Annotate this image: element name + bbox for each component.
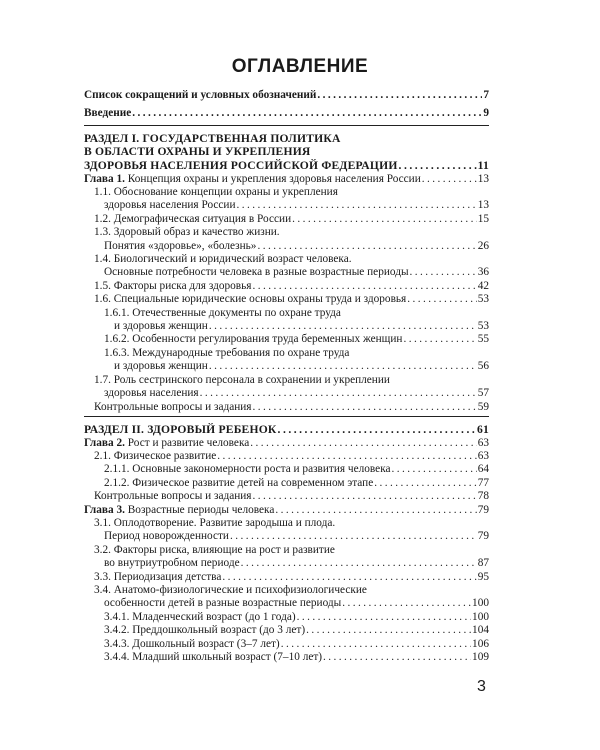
dot-leader xyxy=(217,450,476,463)
toc-entry[interactable] xyxy=(84,333,489,346)
toc-entry-text xyxy=(84,504,274,517)
toc-entry[interactable] xyxy=(84,401,489,414)
toc-entry[interactable] xyxy=(84,213,489,226)
chapter-label: Глава 3. xyxy=(84,503,125,516)
toc-entry-text xyxy=(84,437,249,450)
toc-entry-text: 3.4.1. Младенческий возраст (до 1 года) xyxy=(104,610,296,623)
chapter-title: Рост и развитие человека xyxy=(124,436,250,449)
toc-entry[interactable] xyxy=(84,240,489,253)
toc-page-number: 79 xyxy=(477,530,489,543)
section-heading-entry[interactable] xyxy=(84,159,489,173)
toc-page-number: 57 xyxy=(477,387,489,400)
toc-page-number: 79 xyxy=(477,503,489,516)
toc-entry[interactable] xyxy=(84,450,489,463)
toc-entry-text: 2.1.2. Физическое развитие детей на современном этапе xyxy=(104,476,374,489)
section-heading-line: РАЗДЕЛ I. ГОСУДАРСТВЕННАЯ ПОЛИТИКА xyxy=(84,131,341,145)
dot-leader xyxy=(222,571,476,584)
dot-leader xyxy=(132,107,482,120)
toc-entry[interactable] xyxy=(84,463,489,476)
toc-entry-text: РАЗДЕЛ II. ЗДОРОВЫЙ РЕБЕНОК xyxy=(84,422,277,436)
toc-entry-text: 1.6. Специальные юридические основы охраны труда и здоровья xyxy=(94,293,407,306)
toc-entry-text: Контрольные вопросы и задания xyxy=(94,490,252,503)
toc-page-number: 53 xyxy=(477,293,489,306)
toc-page-number: 26 xyxy=(477,239,489,252)
toc-entry[interactable] xyxy=(84,199,489,212)
dot-leader xyxy=(253,401,477,414)
toc-page-number: 59 xyxy=(477,400,489,413)
dot-leader xyxy=(323,651,471,664)
dot-leader xyxy=(209,320,477,333)
toc-page-number: 15 xyxy=(477,212,489,225)
toc-page-number: 87 xyxy=(477,557,489,570)
toc-entry-text: 1.6.2. Особенности регулирования труда беременных женщин xyxy=(104,333,403,346)
dot-leader xyxy=(392,463,477,476)
toc-entry[interactable] xyxy=(84,293,489,306)
dot-leader xyxy=(278,423,476,437)
dot-leader xyxy=(297,611,471,624)
toc-entry-text: 2.1. Физическое развитие xyxy=(94,449,217,462)
page-number: 3 xyxy=(477,678,486,695)
toc-entry-text: Список сокращений и условных обозначений xyxy=(84,89,317,101)
toc-page-number: 9 xyxy=(483,107,489,120)
table-of-contents xyxy=(84,89,489,664)
dot-leader xyxy=(403,333,476,346)
dot-leader xyxy=(209,360,477,373)
toc-page-number: 36 xyxy=(477,266,489,279)
toc-entry-line: 3.2. Факторы риска, влияющие на рост и развитие xyxy=(94,543,335,556)
toc-entry-text: во внутриутробном периоде xyxy=(104,557,240,570)
toc-entry-text xyxy=(84,173,421,186)
dot-leader xyxy=(374,477,476,490)
toc-entry-line: 1.1. Обоснование концепции охраны и укрепления xyxy=(94,186,338,198)
toc-entry-text: и здоровья женщин xyxy=(114,360,208,373)
toc-page-number: 55 xyxy=(477,333,489,346)
toc-entry-text: 2.1.1. Основные закономерности роста и развития человека xyxy=(104,463,391,476)
toc-entry-text: особенности детей в разные возрастные периоды xyxy=(104,597,342,610)
toc-entry-text: Введение xyxy=(84,107,132,120)
toc-entry-text: и здоровья женщин xyxy=(114,320,208,333)
dot-leader xyxy=(317,89,482,102)
dot-leader xyxy=(292,213,477,226)
chapter-title: Концепция охраны и укрепления здоровья населения России xyxy=(124,172,421,185)
dot-leader xyxy=(306,624,471,637)
toc-entry[interactable] xyxy=(84,571,489,584)
toc-entry-text: здоровья населения России xyxy=(104,199,236,212)
dot-leader xyxy=(237,199,477,212)
toc-entry-text: 1.5. Факторы риска для здоровья xyxy=(94,279,252,292)
front-matter xyxy=(84,89,489,126)
toc-entry[interactable] xyxy=(84,624,489,637)
dot-leader xyxy=(407,293,476,306)
dot-leader xyxy=(342,597,471,610)
chapter-title: Возрастные периоды человека xyxy=(124,503,275,516)
section-2 xyxy=(84,417,489,665)
dot-leader xyxy=(250,437,476,450)
toc-entry-text: Контрольные вопросы и задания xyxy=(94,400,252,413)
toc-page-number: 104 xyxy=(472,624,489,637)
toc-entry-line: 1.7. Роль сестринского персонала в сохранении и укреплении xyxy=(94,373,390,386)
toc-entry[interactable] xyxy=(84,477,489,490)
chapter-label: Глава 1. xyxy=(84,172,125,185)
toc-entry[interactable] xyxy=(84,557,489,570)
toc-entry-text: 3.4.4. Младший школьный возраст (7–10 лет) xyxy=(104,651,323,663)
toc-entry[interactable] xyxy=(84,530,489,543)
toc-entry[interactable] xyxy=(84,320,489,333)
toc-entry-text: 3.3. Периодизация детства xyxy=(94,570,222,583)
toc-page-number: 77 xyxy=(477,476,489,489)
toc-page-number: 100 xyxy=(472,610,489,623)
toc-entry[interactable] xyxy=(84,597,489,610)
dot-leader xyxy=(230,530,477,543)
toc-entry-line: 3.4. Анатомо-физиологические и психофизиологические xyxy=(94,583,367,596)
toc-entry-line: 1.6.3. Международные требования по охране труда xyxy=(104,346,350,359)
toc-chapter-entry[interactable] xyxy=(84,437,489,450)
toc-entry-text: Основные потребности человека в разные возрастные периоды xyxy=(104,266,409,279)
chapter-label: Глава 2. xyxy=(84,436,125,449)
toc-entry[interactable] xyxy=(84,490,489,503)
toc-chapter-entry[interactable] xyxy=(84,173,489,186)
section-1 xyxy=(84,126,489,417)
dot-leader xyxy=(422,173,477,186)
toc-page-number: 78 xyxy=(477,490,489,503)
toc-entry-line: 1.4. Биологический и юридический возраст человека. xyxy=(94,253,352,266)
toc-page-number: 56 xyxy=(477,360,489,373)
dot-leader xyxy=(275,504,476,517)
toc-entry-text: здоровья населения xyxy=(104,387,199,400)
toc-page-number: 7 xyxy=(483,89,489,101)
dot-leader xyxy=(281,638,471,651)
toc-entry[interactable] xyxy=(84,280,489,293)
toc-entry-line: 1.6.1. Отечественные документы по охране труда xyxy=(104,306,341,319)
toc-entry[interactable] xyxy=(84,638,489,651)
toc-entry-abbreviations[interactable] xyxy=(84,89,489,102)
section-heading-entry[interactable] xyxy=(84,423,489,437)
dot-leader xyxy=(200,387,477,400)
toc-entry-introduction[interactable] xyxy=(84,107,489,120)
toc-page-number: 11 xyxy=(477,159,489,172)
toc-entry-line: 1.3. Здоровый образ и качество жизни. xyxy=(94,226,280,239)
dot-leader xyxy=(252,280,476,293)
toc-entry-line: 3.1. Оплодотворение. Развитие зародыша и плода. xyxy=(94,516,336,529)
dot-leader xyxy=(253,490,477,503)
dot-leader xyxy=(399,159,477,173)
toc-entry[interactable] xyxy=(84,611,489,624)
toc-page-number: 63 xyxy=(477,449,489,462)
toc-entry-text: Период новорожденности xyxy=(104,530,229,543)
toc-entry[interactable] xyxy=(84,387,489,400)
dot-leader xyxy=(410,266,477,279)
toc-entry[interactable] xyxy=(84,360,489,373)
toc-page-number: 64 xyxy=(477,463,489,476)
section-heading-line: В ОБЛАСТИ ОХРАНЫ И УКРЕПЛЕНИЯ xyxy=(84,145,311,159)
toc-page-number: 61 xyxy=(477,422,489,436)
toc-entry-text: Понятия «здоровье», «болезнь» xyxy=(104,239,257,252)
toc-page-number: 42 xyxy=(477,279,489,292)
toc-entry[interactable] xyxy=(84,651,489,664)
toc-page-number: 95 xyxy=(477,570,489,583)
toc-entry[interactable] xyxy=(84,266,489,279)
toc-entry-text: 1.2. Демографическая ситуация в России xyxy=(94,212,292,225)
page-title: ОГЛАВЛЕНИЕ xyxy=(231,56,369,77)
toc-entry-text: ЗДОРОВЬЯ НАСЕЛЕНИЯ РОССИЙСКОЙ ФЕДЕРАЦИИ xyxy=(84,159,398,172)
toc-chapter-entry[interactable] xyxy=(84,504,489,517)
toc-page-number: 100 xyxy=(472,597,489,610)
toc-entry-text: 3.4.3. Дошкольный возраст (3–7 лет) xyxy=(104,637,280,650)
dot-leader xyxy=(257,240,476,253)
toc-page-number: 13 xyxy=(477,199,489,212)
dot-leader xyxy=(241,557,477,570)
toc-page-number: 53 xyxy=(477,320,489,333)
toc-entry-text: 3.4.2. Преддошкольный возраст (до 3 лет) xyxy=(104,624,306,637)
toc-page-number: 13 xyxy=(477,172,489,185)
toc-page-number: 63 xyxy=(477,436,489,449)
toc-page-number: 106 xyxy=(472,637,489,650)
toc-page-number: 109 xyxy=(472,651,489,663)
